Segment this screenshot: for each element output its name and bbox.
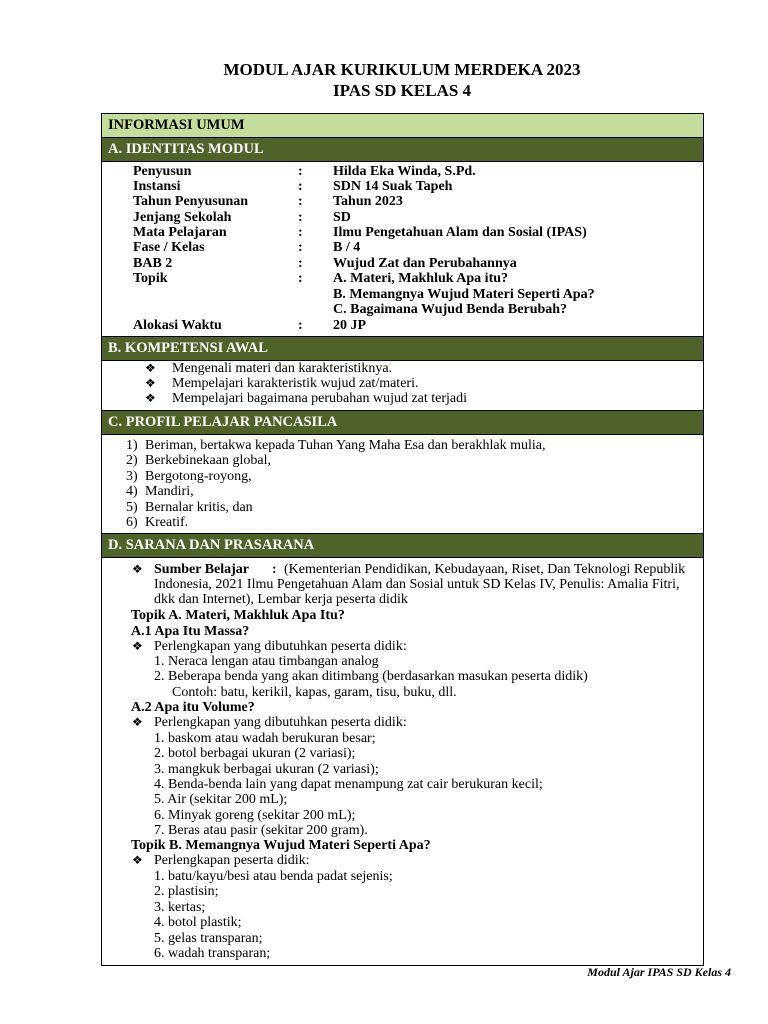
diamond-bullet-icon: ❖ (132, 715, 143, 729)
document-title: MODUL AJAR KURIKULUM MERDEKA 2023 (223, 60, 581, 79)
informasi-umum-header: INFORMASI UMUM (102, 114, 703, 137)
identity-value: Wujud Zat dan Perubahannya (333, 256, 517, 271)
list-number: 4) (126, 484, 138, 499)
list-item: Mempelajari bagaimana perubahan wujud zat terjadi (172, 391, 468, 406)
identity-colon: : (298, 210, 303, 225)
list-number: 2) (126, 453, 138, 468)
section-c-header: C. PROFIL PELAJAR PANCASILA (102, 411, 703, 434)
divider (102, 161, 703, 162)
sumber-belajar-text: Indonesia, 2021 Ilmu Pengetahuan Alam dan Sosial untuk SD Kelas IV, Penulis: Amalia Fitri, (154, 577, 680, 592)
list-item: Mengenali materi dan karakteristiknya. (172, 361, 393, 376)
identity-value: Hilda Eka Winda, S.Pd. (333, 164, 476, 179)
document-subtitle: IPAS SD KELAS 4 (332, 81, 472, 100)
list-number: 3) (126, 469, 138, 484)
identity-value: Tahun 2023 (333, 194, 403, 209)
list-item: 4. botol plastik; (154, 915, 242, 930)
list-lead: Perlengkapan peserta didik: (154, 853, 310, 868)
identity-value: SD (333, 210, 351, 225)
list-item: 7. Beras atau pasir (sekitar 200 gram). (154, 823, 368, 838)
list-item: 3. mangkuk berbagai ukuran (2 variasi); (154, 762, 379, 777)
list-lead: Perlengkapan yang dibutuhkan peserta didik: (154, 715, 407, 730)
diamond-bullet-icon: ❖ (132, 562, 143, 576)
list-number: 5) (126, 500, 138, 515)
identity-label: BAB 2 (133, 256, 173, 271)
list-item: Beriman, bertakwa kepada Tuhan Yang Maha Esa dan berakhlak mulia, (145, 438, 546, 453)
list-item: Bergotong-royong, (145, 469, 252, 484)
list-item: 2. Beberapa benda yang akan ditimbang (berdasarkan masukan peserta didik) (154, 669, 588, 684)
list-item: Bernalar kritis, dan (145, 500, 253, 515)
list-item: 5. gelas transparan; (154, 931, 263, 946)
identity-label: Topik (133, 271, 168, 286)
divider (102, 434, 703, 435)
identity-label: Tahun Penyusunan (133, 194, 249, 209)
topik-line: C. Bagaimana Wujud Benda Berubah? (333, 302, 568, 317)
topik-line: B. Memangnya Wujud Materi Seperti Apa? (333, 287, 595, 302)
diamond-bullet-icon: ❖ (132, 639, 143, 653)
sumber-belajar-colon: : (272, 562, 277, 577)
list-item: Mempelajari karakteristik wujud zat/materi. (172, 376, 419, 391)
list-item: 3. kertas; (154, 900, 206, 915)
list-item: 5. Air (sekitar 200 mL); (154, 792, 288, 807)
topik-heading: Topik B. Memangnya Wujud Materi Seperti Apa? (131, 838, 431, 853)
list-item: 4. Benda-benda lain yang dapat menampung zat cair berukuran kecil; (154, 777, 543, 792)
identity-colon: : (298, 164, 303, 179)
identity-value: SDN 14 Suak Tapeh (333, 179, 453, 194)
list-item: 1. batu/kayu/besi atau benda padat sejenis; (154, 869, 393, 884)
diamond-bullet-icon: ❖ (145, 376, 156, 390)
subtopik-heading: A.1 Apa Itu Massa? (131, 624, 250, 639)
identity-value: 20 JP (333, 318, 367, 333)
subtopik-heading: A.2 Apa itu Volume? (131, 700, 255, 715)
identity-colon: : (298, 240, 303, 255)
list-item: Kreatif. (145, 515, 189, 530)
identity-colon: : (298, 179, 303, 194)
list-item: 2. botol berbagai ukuran (2 variasi); (154, 746, 356, 761)
identity-value: Ilmu Pengetahuan Alam dan Sosial (IPAS) (333, 225, 587, 240)
list-item: 2. plastisin; (154, 884, 219, 899)
list-number: 1) (126, 438, 138, 453)
page-footer: Modul Ajar IPAS SD Kelas 4 (587, 965, 731, 979)
list-item: 1. baskom atau wadah berukuran besar; (154, 731, 376, 746)
list-number: 6) (126, 515, 138, 530)
sumber-belajar-label: Sumber Belajar (154, 562, 250, 577)
identity-label: Alokasi Waktu (133, 318, 222, 333)
section-a-header: A. IDENTITAS MODUL (102, 138, 703, 161)
identity-label: Jenjang Sekolah (133, 210, 232, 225)
identity-colon: : (298, 318, 303, 333)
sumber-belajar-text: dkk dan Internet), Lembar kerja peserta didik (154, 592, 408, 607)
sumber-belajar-text: (Kementerian Pendidikan, Kebudayaan, Riset, Dan Teknologi Republik (284, 562, 686, 577)
list-item: 6. wadah transparan; (154, 946, 271, 961)
identity-label: Penyusun (133, 164, 192, 179)
identity-value: B / 4 (333, 240, 361, 255)
identity-colon: : (298, 194, 303, 209)
list-item: Contoh: batu, kerikil, kapas, garam, tisu, buku, dll. (172, 685, 457, 700)
section-d-header: D. SARANA DAN PRASARANA (102, 534, 703, 557)
identity-label: Instansi (133, 179, 181, 194)
identity-label: Mata Pelajaran (133, 225, 227, 240)
divider (102, 557, 703, 558)
topik-heading: Topik A. Materi, Makhluk Apa Itu? (131, 608, 345, 623)
identity-label: Fase / Kelas (133, 240, 205, 255)
identity-value: A. Materi, Makhluk Apa itu? (333, 271, 509, 286)
list-item: 6. Minyak goreng (sekitar 200 mL); (154, 808, 356, 823)
list-lead: Perlengkapan yang dibutuhkan peserta didik: (154, 639, 407, 654)
list-item: Mandiri, (145, 484, 194, 499)
identity-colon: : (298, 225, 303, 240)
diamond-bullet-icon: ❖ (145, 391, 156, 405)
identity-colon: : (298, 271, 303, 286)
section-b-header: B. KOMPETENSI AWAL (102, 337, 703, 360)
list-item: 1. Neraca lengan atau timbangan analog (154, 654, 379, 669)
diamond-bullet-icon: ❖ (145, 361, 156, 375)
identity-colon: : (298, 256, 303, 271)
list-item: Berkebinekaan global, (145, 453, 271, 468)
diamond-bullet-icon: ❖ (132, 853, 143, 867)
